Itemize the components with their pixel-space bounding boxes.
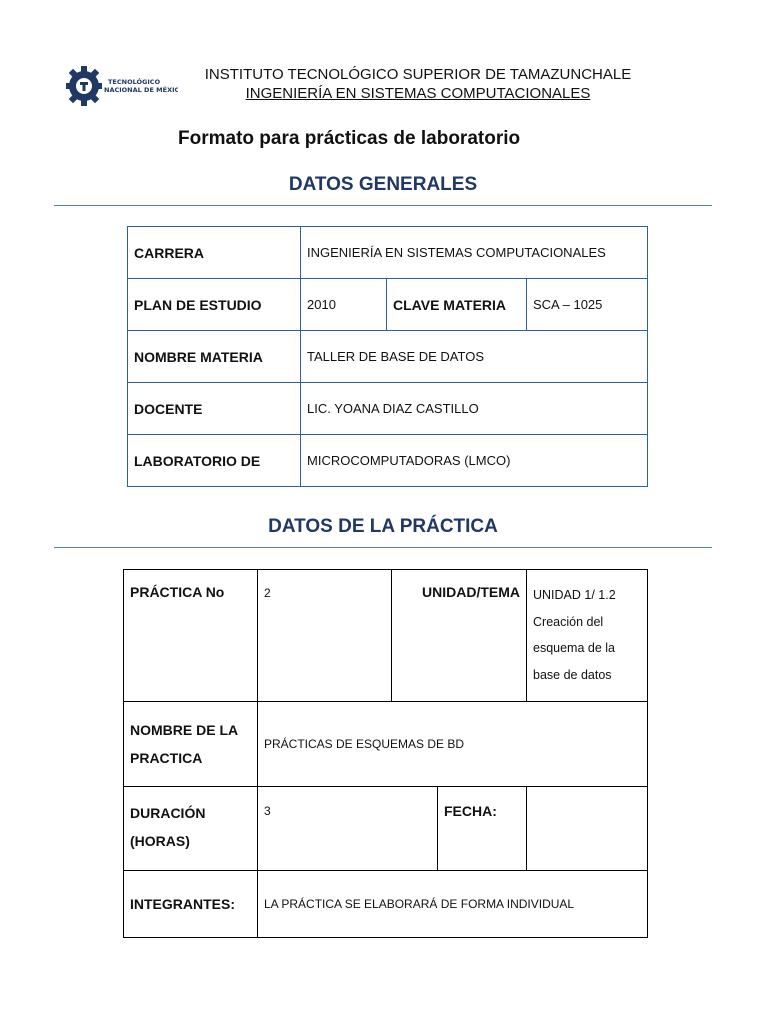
table-row [124,570,648,702]
practice-section-title: DATOS DE LA PRÁCTICA [268,516,498,537]
nombre-practica-label: NOMBRE DE LA PRACTICA [124,702,258,787]
table-row [128,331,648,383]
laboratorio-value: MICROCOMPUTADORAS (LMCO) [301,435,648,487]
docente-value: LIC. YOANA DIAZ CASTILLO [301,383,648,435]
practica-no-label: PRÁCTICA No [124,570,258,702]
svg-text:NACIONAL DE MÉXICO: NACIONAL DE MÉXICO [104,86,178,94]
gear-logo-icon [66,58,178,114]
fecha-value [527,787,648,871]
general-section-divider [54,205,712,206]
integrantes-label: INTEGRANTES: [124,871,258,938]
integrantes-value: LA PRÁCTICA SE ELABORARÁ DE FORMA INDIVIDUAL [258,871,648,938]
unidad-tema-value: UNIDAD 1/ 1.2 Creación del esquema de la base de datos [527,570,648,702]
materia-value: TALLER DE BASE DE DATOS [301,331,648,383]
general-section-title: DATOS GENERALES [288,174,478,195]
table-row [128,227,648,279]
institution-name: INSTITUTO TECNOLÓGICO SUPERIOR DE TAMAZUNCHALE [204,66,632,83]
table-row [128,279,648,331]
general-data-table [127,226,648,487]
tecnm-logo [66,58,178,114]
duracion-value: 3 [258,787,438,871]
practice-data-table [123,569,648,938]
carrera-value: INGENIERÍA EN SISTEMAS COMPUTACIONALES [301,227,648,279]
practica-no-value: 2 [258,570,392,702]
plan-label: PLAN DE ESTUDIO [128,279,301,331]
duracion-label: DURACIÓN (HORAS) [124,787,258,871]
practice-section-divider [54,547,712,548]
laboratorio-label: LABORATORIO DE [128,435,301,487]
document-title: Formato para prácticas de laboratorio [178,128,521,149]
unidad-tema-label: UNIDAD/TEMA [392,570,527,702]
clave-value: SCA – 1025 [527,279,648,331]
career-name: INGENIERÍA EN SISTEMAS COMPUTACIONALES [245,85,591,102]
nombre-practica-value: PRÁCTICAS DE ESQUEMAS DE BD [258,702,648,787]
table-row [124,787,648,871]
table-row [124,871,648,938]
fecha-label: FECHA: [438,787,527,871]
docente-label: DOCENTE [128,383,301,435]
table-row [128,383,648,435]
carrera-label: CARRERA [128,227,301,279]
materia-label: NOMBRE MATERIA [128,331,301,383]
plan-value: 2010 [301,279,387,331]
clave-label: CLAVE MATERIA [387,279,527,331]
table-row [128,435,648,487]
institution-header [180,66,656,104]
svg-text:TECNOLÓGICO: TECNOLÓGICO [108,78,161,86]
table-row [124,702,648,787]
